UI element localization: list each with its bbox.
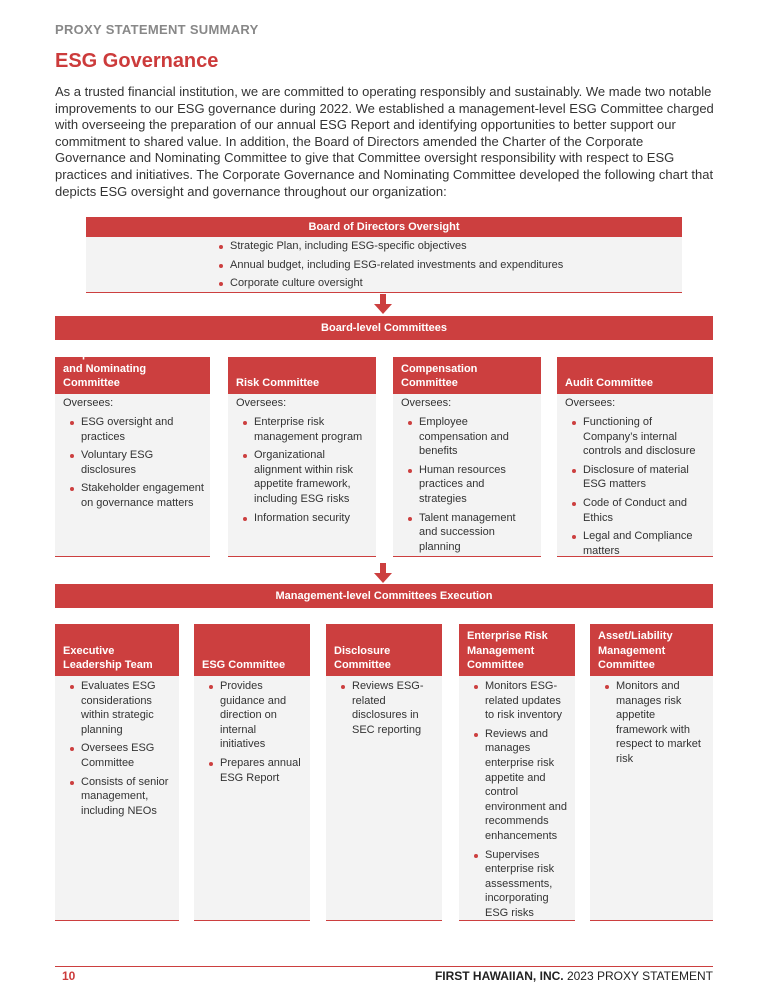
committee-title: Audit Committee (557, 357, 713, 394)
committee-responsibilities (194, 679, 310, 785)
management-committee-column (590, 624, 713, 921)
footer-doc: 2023 PROXY STATEMENT (563, 969, 713, 983)
committee-responsibilities (326, 679, 442, 737)
bullet-item: ESG oversight and practices (67, 415, 204, 444)
bullet-item: Human resources practices and strategies (405, 463, 535, 507)
bullet-item: Consists of senior management, including NEOs (67, 775, 173, 819)
board-oversight-list (216, 239, 682, 291)
footer-divider (55, 966, 713, 967)
committee-title: Enterprise Risk Management Committee (459, 624, 575, 676)
bullet-item: Corporate culture oversight (216, 276, 682, 291)
bullet-item: Functioning of Company’s internal controls and disclosure (569, 415, 707, 459)
board-oversight-box (86, 217, 682, 293)
committee-title: Corporate Governance and Nominating Committee (55, 357, 210, 394)
bullet-item: Reviews and manages enterprise risk appetite and control environment and recommends enhancements (471, 727, 569, 844)
bullet-item: Voluntary ESG disclosures (67, 448, 204, 477)
bullet-item: Evaluates ESG considerations within strategic planning (67, 679, 173, 737)
bullet-item: Strategic Plan, including ESG-specific objectives (216, 239, 682, 254)
bullet-item: Employee compensation and benefits (405, 415, 535, 459)
board-committee-column (55, 348, 210, 557)
intro-paragraph: As a trusted financial institution, we are committed to operating responsibly and sustainably. We made two notable improvements to our ESG governance during 2022. We established a management-level ESG Committee charged with overseeing the preparation of our annual ESG Report and identifying opportunities to better support our commitment to shared value. In addition, the Board of Directors amended the Charter of the Corporate Governance and Nominating Committee to give that Committee oversight responsibility with respect to ESG practices and initiatives. The Corporate Governance and Nominating Committee developed the following chart that depicts ESG oversight and governance throughout our organization: (55, 84, 714, 199)
footer-company: FIRST HAWAIIAN, INC. (434, 969, 564, 983)
page-title: ESG Governance (55, 50, 219, 72)
section-kicker: PROXY STATEMENT SUMMARY (55, 22, 259, 37)
management-committee-column (459, 624, 575, 921)
bullet-item: Code of Conduct and Ethics (569, 496, 707, 525)
oversees-label: Oversees: (401, 397, 452, 409)
committee-responsibilities (393, 415, 541, 554)
oversees-label: Oversees: (236, 397, 287, 409)
bullet-item: Provides guidance and direction on internal initiatives (206, 679, 304, 752)
committee-title: Compensation Committee (393, 357, 541, 394)
bullet-item: Enterprise risk management program (240, 415, 370, 444)
bullet-item: Reviews ESG-related disclosures in SEC reporting (338, 679, 436, 737)
committee-responsibilities (557, 415, 713, 558)
committee-responsibilities (55, 679, 179, 818)
bullet-item: Monitors ESG-related updates to risk inventory (471, 679, 569, 723)
down-arrow-icon (374, 573, 392, 583)
committee-responsibilities (590, 679, 713, 767)
management-committee-column (55, 624, 179, 921)
committee-title: Asset/Liability Management Committee (590, 624, 713, 676)
bullet-item: Legal and Compliance matters (569, 529, 707, 558)
page-number: 10 (62, 969, 76, 983)
committee-title: Risk Committee (228, 357, 376, 394)
management-committee-column (194, 624, 310, 921)
board-committee-column (228, 357, 376, 557)
committee-responsibilities (459, 679, 575, 921)
bullet-item: Information security (240, 511, 370, 526)
bullet-item: Monitors and manages risk appetite framework with respect to market risk (602, 679, 707, 767)
management-committee-column (326, 624, 442, 921)
arrow-stem (380, 563, 386, 573)
bullet-item: Organizational alignment within risk appetite framework, including ESG risks (240, 448, 370, 506)
committee-title: Disclosure Committee (326, 624, 442, 676)
down-arrow-icon (374, 304, 392, 314)
bullet-item: Prepares annual ESG Report (206, 756, 304, 785)
committee-responsibilities (228, 415, 376, 525)
committee-responsibilities (55, 415, 210, 511)
bullet-item: Supervises enterprise risk assessments, incorporating ESG risks (471, 848, 569, 921)
board-committees-title: Board-level Committees (55, 316, 713, 340)
board-committee-column (557, 357, 713, 557)
committee-title: ESG Committee (194, 624, 310, 676)
bullet-item: Oversees ESG Committee (67, 741, 173, 770)
bullet-item: Disclosure of material ESG matters (569, 463, 707, 492)
management-committees-title: Management-level Committees Execution (55, 584, 713, 608)
bullet-item: Stakeholder engagement on governance matters (67, 481, 204, 510)
oversees-label: Oversees: (63, 397, 114, 409)
arrow-stem (380, 294, 386, 304)
board-committee-column (393, 357, 541, 557)
bullet-item: Talent management and succession planning (405, 511, 535, 555)
bullet-item: Annual budget, including ESG-related investments and expenditures (216, 258, 682, 273)
oversees-label: Oversees: (565, 397, 616, 409)
board-oversight-title: Board of Directors Oversight (86, 217, 682, 237)
footer-title (435, 969, 713, 983)
committee-title: Executive Leadership Team (55, 624, 179, 676)
